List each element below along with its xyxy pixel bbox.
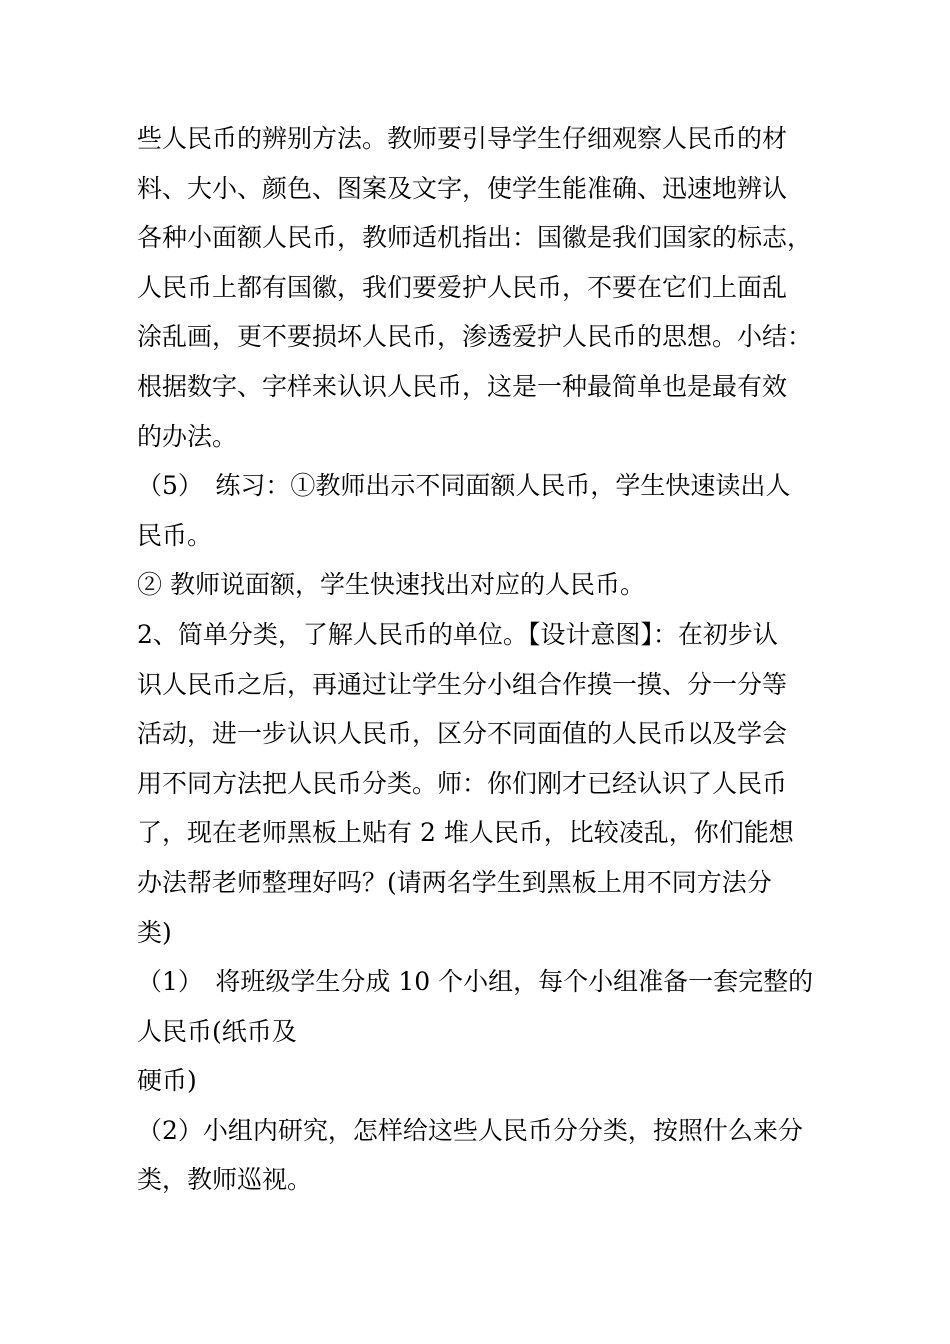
text-line: 硬币)	[137, 1066, 197, 1096]
text-line: 的办法。	[137, 421, 238, 451]
text-line: 涂乱画，更不要损坏人民币，渗透爱护人民币的思想。小结：	[137, 322, 813, 352]
body-text	[137, 114, 827, 1205]
text-line: 了，现在老师黑板上贴有 2 堆人民币，比较凌乱，你们能想	[137, 818, 794, 848]
text-line: 人民币(纸币及	[137, 1016, 297, 1046]
text-line: 办法帮老师整理好吗？(请两名学生到黑板上用不同方法分	[137, 867, 772, 897]
text-line: 活动，进一步认识人民币，区分不同面值的人民币以及学会	[137, 719, 788, 749]
text-line: 识人民币之后，再通过让学生分小组合作摸一摸、分一分等	[137, 669, 788, 699]
text-line: 根据数字、字样来认识人民币，这是一种最简单也是最有效	[137, 371, 788, 401]
text-line: 人民币上都有国徽，我们要爱护人民币，不要在它们上面乱	[137, 272, 788, 302]
text-line: 些人民币的辨别方法。教师要引导学生仔细观察人民币的材	[137, 124, 788, 153]
text-line: 类，教师巡视。	[137, 1165, 313, 1195]
text-line: ② 教师说面额，学生快速找出对应的人民币。	[137, 570, 645, 600]
text-line: 2、简单分类，了解人民币的单位。【设计意图】：在初步认	[137, 619, 778, 649]
text-line: 民币。	[137, 520, 213, 550]
text-line: 各种小面额人民币，教师适机指出：国徽是我们国家的标志，	[137, 223, 813, 253]
text-line: （2）小组内研究，怎样给这些人民币分分类，按照什么来分	[137, 1115, 803, 1145]
text-line: 类)	[137, 917, 172, 947]
text-line: （5） 练习：①教师出示不同面额人民币，学生快速读出人	[137, 471, 791, 501]
text-line: （1） 将班级学生分成 10 个小组，每个小组准备一套完整的	[137, 967, 814, 997]
text-line: 料、大小、颜色、图案及文字，使学生能准确、迅速地辨认	[137, 173, 788, 203]
text-line: 用不同方法把人民币分类。师：你们刚才已经认识了人民币	[137, 768, 788, 798]
